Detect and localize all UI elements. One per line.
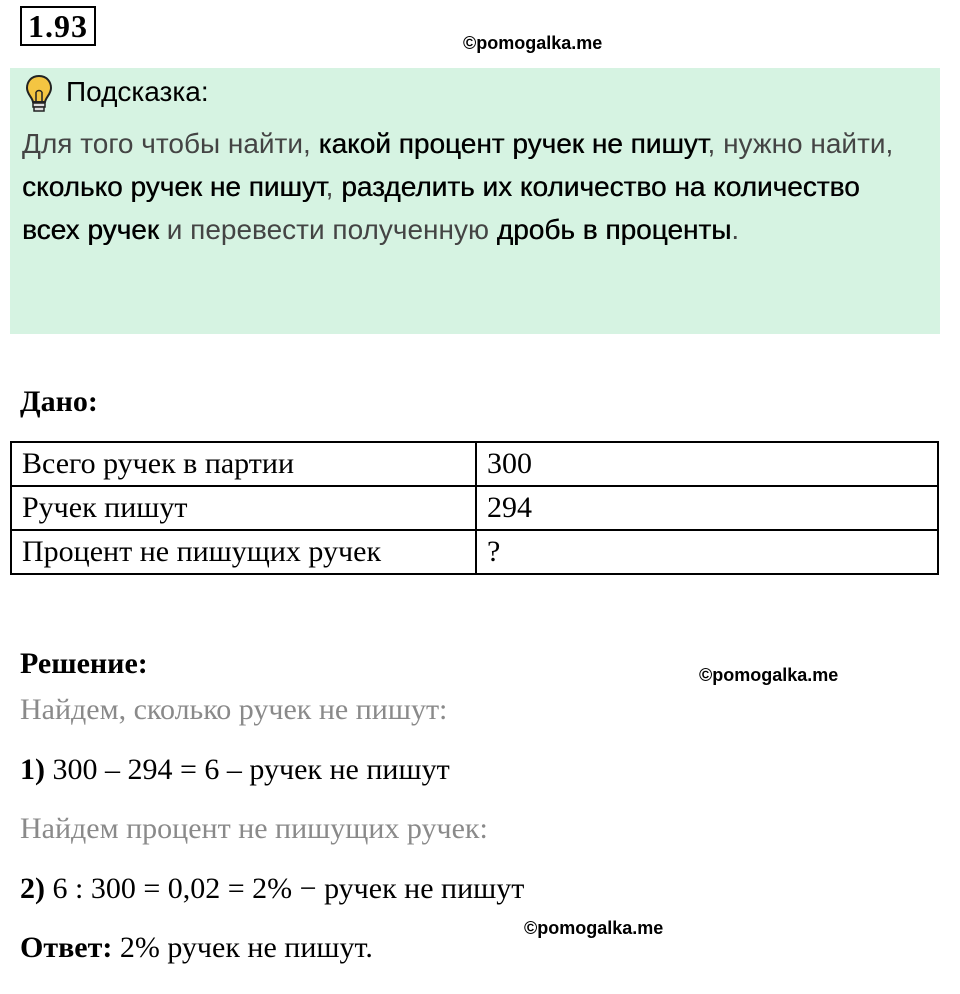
step1-line — [20, 753, 450, 787]
step2-line — [20, 872, 524, 906]
hint-segment: . — [731, 214, 740, 245]
given-label: Процент не пишущих ручек — [11, 530, 476, 574]
task-number: 1.93 — [20, 6, 96, 46]
step2-number: 2) — [20, 872, 45, 905]
solution-title: Решение: — [20, 647, 148, 680]
given-table — [10, 441, 939, 575]
step2-expression: 6 : 300 = 0,02 = 2% − ручек не пишут — [45, 872, 525, 905]
hint-segment: , — [325, 171, 342, 202]
hint-segment-bold: какой процент ручек не пишут — [318, 128, 708, 159]
answer-text: 2% ручек не пишут. — [112, 931, 373, 964]
step2-intro: Найдем процент не пишущих ручек: — [20, 812, 488, 845]
given-label: Всего ручек в партии — [11, 442, 476, 486]
hint-segment-bold: дробь в проценты — [496, 214, 732, 245]
answer-line — [20, 931, 373, 965]
hint-segment-bold: сколько ручек не пишут — [22, 171, 326, 202]
table-row — [11, 486, 938, 530]
lightbulb-icon — [24, 74, 54, 114]
given-value: 300 — [476, 442, 938, 486]
step1-expression: 300 – 294 = 6 – ручек не пишут — [45, 753, 450, 786]
watermark: ©pomogalka.me — [699, 665, 839, 685]
step1-number: 1) — [20, 753, 45, 786]
hint-segment: , нужно найти, — [707, 128, 894, 159]
watermark: ©pomogalka.me — [524, 918, 664, 938]
answer-label: Ответ: — [20, 931, 113, 964]
given-value: ? — [476, 530, 938, 574]
given-label: Ручек пишут — [11, 486, 476, 530]
table-row — [11, 442, 938, 486]
step1-intro: Найдем, сколько ручек не пишут: — [20, 693, 448, 726]
given-value: 294 — [476, 486, 938, 530]
hint-title: Подсказка: — [66, 76, 209, 107]
hint-segment-bold: разделить их количество на количество всех ручек — [22, 171, 860, 245]
watermark: ©pomogalka.me — [463, 33, 603, 53]
hint-segment: Для того чтобы найти, — [22, 128, 319, 159]
table-row — [11, 530, 938, 574]
hint-text — [22, 122, 922, 251]
given-title: Дано: — [20, 385, 98, 418]
hint-segment: и перевести полученную — [158, 214, 497, 245]
